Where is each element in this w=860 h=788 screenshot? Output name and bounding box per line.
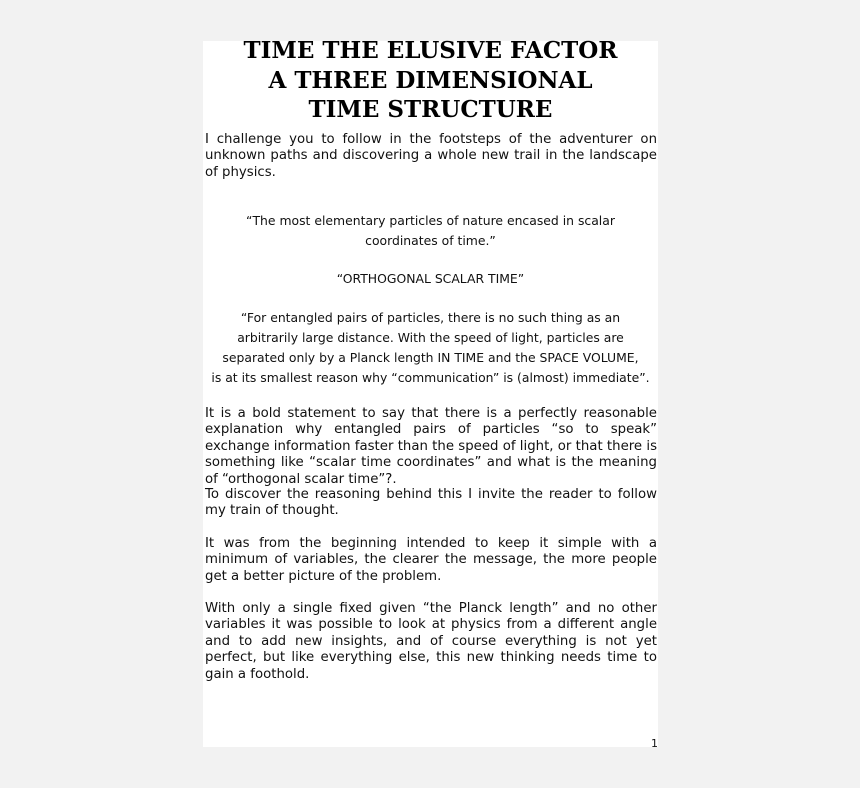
quote-elementary-particles [203, 211, 658, 251]
body-paragraph-2: To discover the reasoning behind this I invite the reader to follow my train of thought. [205, 487, 657, 519]
document-page [203, 37, 658, 750]
quote2-line: “ORTHOGONAL SCALAR TIME” [336, 271, 525, 286]
intro-paragraph: I challenge you to follow in the footsteps of the adventurer on unknown paths and discovering a whole new trail in the landscape of physics. [205, 132, 657, 180]
document-title [203, 36, 658, 125]
body-paragraph-4: With only a single fixed given “the Planck length” and no other variables it was possible to look at physics from a different angle and to add new insights, and of course everything is not yet perfect, but like everything else, this new thinking needs time to gain a foothold. [205, 601, 657, 682]
quote-orthogonal-scalar-time [203, 269, 658, 289]
page-number: 1 [651, 737, 658, 750]
quote3-line-1: “For entangled pairs of particles, there is no such thing as an [240, 310, 621, 325]
quote3-line-2: arbitrarily large distance. With the speed of light, particles are [237, 330, 624, 345]
quote1-line-2: coordinates of time.” [365, 233, 496, 248]
title-line-3: TIME STRUCTURE [308, 96, 553, 123]
body-paragraph-1: It is a bold statement to say that there is a perfectly reasonable explanation why entangled pairs of particles “so to speak” exchange information faster than the speed of light, or that there is something like “scalar time coordinates” and what is the meaning of “orthogonal scalar time”?. [205, 406, 657, 487]
quote3-line-4: is at its smallest reason why “communication” is (almost) immediate”. [211, 370, 650, 385]
title-line-1: TIME THE ELUSIVE FACTOR [243, 37, 618, 64]
quote-entangled-particles [203, 308, 658, 388]
body-paragraph-3: It was from the beginning intended to keep it simple with a minimum of variables, the clearer the message, the more people get a better picture of the problem. [205, 536, 657, 584]
quote3-line-3: separated only by a Planck length IN TIME and the SPACE VOLUME, [222, 350, 639, 365]
quote1-line-1: “The most elementary particles of nature encased in scalar [246, 213, 615, 228]
title-line-2: A THREE DIMENSIONAL [268, 66, 593, 94]
